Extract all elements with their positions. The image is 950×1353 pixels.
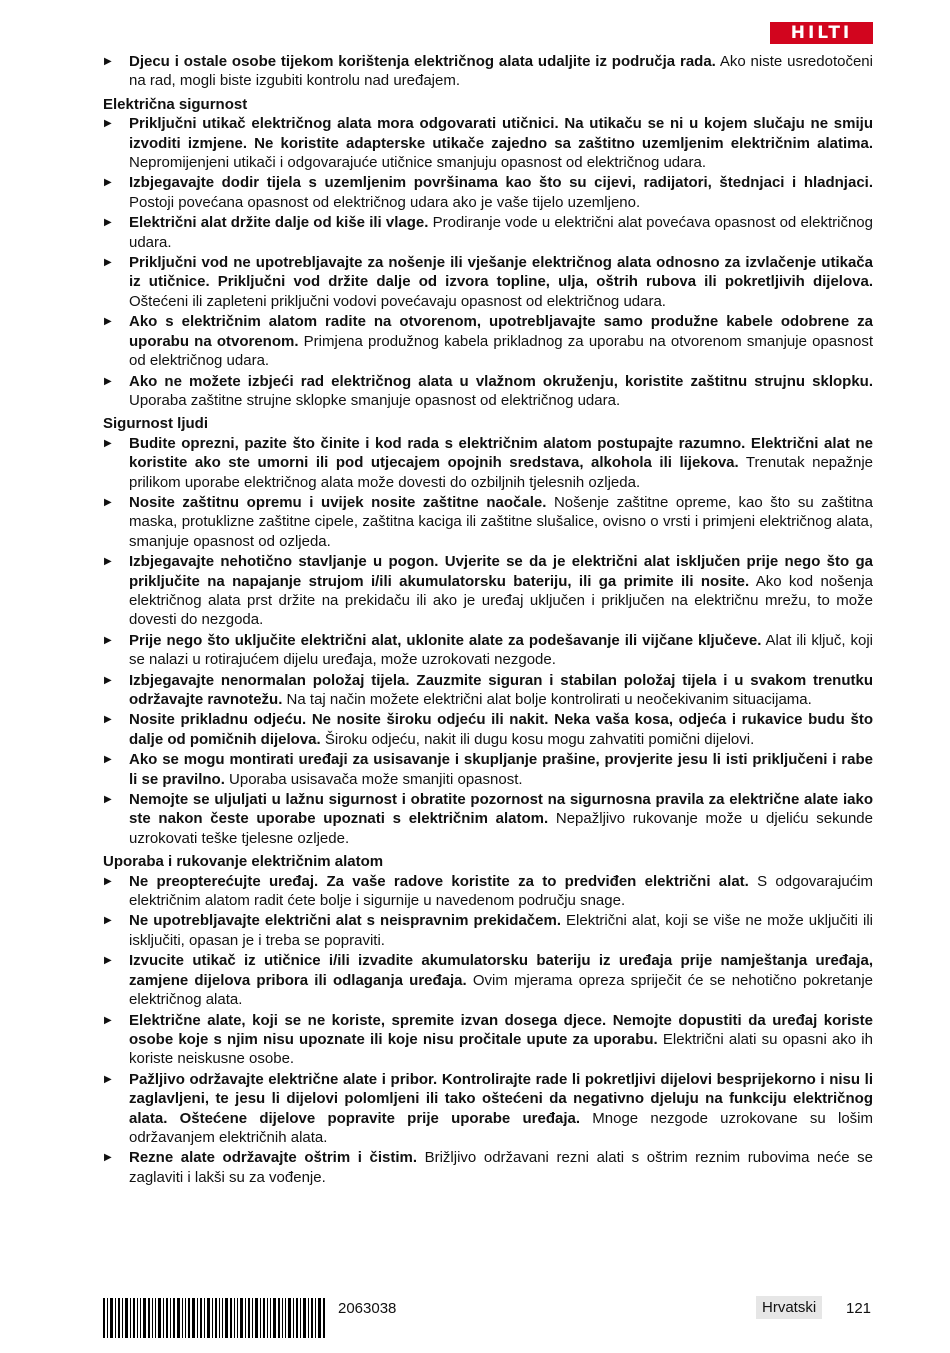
item-bold-text: Priključni vod ne upotrebljavajte za nošenje ili vješanje električnog alata odnosno za izvlačenje utikača iz utičnice. Priključni vod držite dalje od izvora topline, ulja, oštrih rubova ili pokretljivih dijelova.: [129, 254, 873, 291]
language-label: Hrvatski: [756, 1296, 822, 1319]
document-code: 2063038: [338, 1300, 397, 1317]
item-text: Oštećeni ili zapleteni priključni vodovi povećavaju opasnost od električnog udara.: [129, 292, 666, 310]
list-item: [103, 213, 873, 252]
section-heading: Uporaba i rukovanje električnim alatom: [103, 853, 384, 871]
item-bold-text: Ako se mogu montirati uređaji za usisavanje i skupljanje prašine, provjerite jesu li isti priključeni i rabe li se pravilno.: [129, 751, 873, 788]
bullet-triangle-icon: ▶: [104, 118, 112, 130]
list-item: [103, 312, 873, 370]
hilti-logo: HILTI: [770, 22, 873, 44]
item-text: Ako niste usredotočeni na rad, mogli biste izgubiti kontrolu nad uređajem.: [129, 53, 873, 90]
list-item: [103, 631, 873, 670]
item-bold-text: Električne alate, koji se ne koriste, spremite izvan dosega djece. Nemojte dopustiti da uređaj koriste osobe koje s njim nisu upoznate ili koje nisu pročitale upute za uporabu.: [129, 1011, 873, 1048]
item-text: S odgovarajućim električnim alatom radit ćete bolje i sigurnije u navedenom području snage.: [129, 872, 873, 910]
list-item: [103, 493, 873, 551]
bullet-triangle-icon: ▶: [104, 1073, 112, 1085]
item-bold-text: Ne preopterećujte uređaj. Za vaše radove koristite za to predviđen električni alat.: [129, 872, 749, 890]
item-bold-text: Djecu i ostale osobe tijekom korištenja električnog alata udaljite iz područja rada.: [129, 53, 716, 70]
section-personal-safety: [103, 414, 873, 848]
item-bold-text: Nosite prikladnu odjeću. Ne nosite široku odjeću ili nakit. Neka vaša kosa, odjeća i rukavice budu što dalje od pomičnih dijelova.: [129, 711, 873, 748]
item-bold-text: Izbjegavajte dodir tijela s uzemljenim površinama kao što su cijevi, radijatori, štednjaci i hladnjaci.: [129, 174, 873, 192]
list-item: [103, 911, 873, 950]
item-text: Postoji povećana opasnost od električnog udara ako je vaše tijelo uzemljeno.: [129, 193, 641, 211]
list-item: [103, 1148, 873, 1187]
item-text: Trenutak nepažnje prilikom uporabe električnog alata može dovesti do ozbiljnih tjelesnih ozljeda.: [129, 454, 873, 491]
bullet-triangle-icon: ▶: [104, 794, 112, 806]
item-text: Uporaba usisavača može smanjiti opasnost.: [224, 770, 523, 788]
list-item: [103, 951, 873, 1009]
item-bold-text: Budite oprezni, pazite što činite i kod rada s električnim alatom postupajte razumno. Električni alat ne koristite ako ste umorni ili pod utjecajem opojnih sredstava, alkohola ili lijekova.: [129, 434, 873, 472]
page-content: [103, 52, 873, 1188]
list-item: [103, 372, 873, 411]
intro-list: [103, 52, 873, 91]
item-bold-text: Pažljivo održavajte električne alate i pribor. Kontrolirajte rade li pokretljivi dijelovi besprijekorno i nisu li zaglavljeni, te jesu li dijelovi polomljeni ili tako oštećeni da negativno djeluju na funkciju električnog alata. Oštećene dijelove popravite prije uporabe uređaja.: [129, 1070, 873, 1127]
bullet-triangle-icon: ▶: [104, 875, 112, 887]
item-bold-text: Izvucite utikač iz utičnice i/ili izvadite akumulatorsku bateriju iz uređaja prije namještanja uređaja, zamjene dijelova pribora ili odlaganja uređaja.: [129, 952, 873, 989]
list-item: [103, 1011, 873, 1069]
item-text: Primjena produžnog kabela prikladnog za uporabu na otvorenom smanjuje opasnost od električnog udara.: [129, 332, 873, 370]
item-bold-text: Nosite zaštitnu opremu i uvijek nosite zaštitne naočale.: [129, 493, 547, 511]
list-item: [103, 872, 873, 911]
item-text: Nepromijenjeni utikači i odgovarajuće utičnice smanjuju opasnost od električnog udara.: [129, 154, 706, 172]
bullet-triangle-icon: ▶: [104, 556, 112, 568]
list-item: [103, 1070, 873, 1148]
bullet-triangle-icon: ▶: [104, 1014, 112, 1026]
bullet-triangle-icon: ▶: [104, 496, 112, 508]
item-text: Električni alati su opasni ako ih koriste neiskusne osobe.: [129, 1030, 873, 1068]
bullet-triangle-icon: ▶: [104, 1152, 112, 1164]
list-item: [103, 790, 873, 848]
item-text: Uporaba zaštitne strujne sklopke smanjuje opasnost od električnog udara.: [129, 391, 621, 409]
item-text: Prodiranje vode u električni alat povećava opasnost od električnog udara.: [129, 214, 873, 251]
bullet-triangle-icon: ▶: [104, 217, 112, 229]
item-bold-text: Prije nego što uključite električni alat, uklonite alate za podešavanje ili vijčane ključeve.: [129, 631, 762, 649]
bullet-triangle-icon: ▶: [104, 915, 112, 927]
bullet-triangle-icon: ▶: [104, 56, 112, 67]
item-bold-text: Rezne alate održavajte oštrim i čistim.: [129, 1149, 418, 1167]
bullet-triangle-icon: ▶: [104, 714, 112, 726]
item-text: Električni alat, koji se više ne može uključiti ili isključiti, opasan je i treba se popraviti.: [129, 912, 874, 949]
bullet-triangle-icon: ▶: [104, 437, 112, 449]
list-item: [103, 750, 873, 789]
item-text: Na taj način možete električni alat bolje kontrolirati u neočekivanim situacijama.: [282, 691, 812, 708]
item-bold-text: Ako ne možete izbjeći rad električnog alata u vlažnom okruženju, koristite zaštitnu strujnu sklopku.: [129, 372, 873, 390]
bullet-triangle-icon: ▶: [104, 754, 112, 766]
item-text: Mnoge nezgode uzrokovane su lošim održavanjem električnih alata.: [129, 1109, 873, 1146]
item-text: Ovim mjerama opreza spriječit će se nehotično pokretanje električnog alata.: [129, 971, 873, 1009]
bullet-triangle-icon: ▶: [104, 634, 112, 646]
item-text: Nepažljivo rukovanje može u djeliću sekunde uzrokovati teške tjelesne ozljede.: [129, 810, 873, 847]
page-number: 121: [846, 1300, 872, 1317]
bullet-triangle-icon: ▶: [104, 674, 112, 686]
section-heading: Električna sigurnost: [103, 95, 248, 113]
section-tool-use: [103, 852, 873, 1187]
item-bold-text: Priključni utikač električnog alata mora odgovarati utičnici. Na utikaču se ni u kojem slučaju ne smiju izvoditi izmjene. Ne koristite adapterske utikače zajedno sa zaštitno uzemljenim električnim alatima.: [129, 115, 873, 152]
list-item: [103, 114, 873, 172]
bullet-triangle-icon: ▶: [104, 316, 112, 328]
barcode-image: [103, 1298, 325, 1338]
section-heading: Sigurnost ljudi: [103, 415, 208, 433]
item-text: Brižljivo održavani rezni alati s oštrim reznim rubovima neće se zaglaviti i lakši su za vođenje.: [129, 1149, 873, 1186]
bullet-triangle-icon: ▶: [104, 177, 112, 189]
item-bold-text: Ne upotrebljavajte električni alat s neispravnim prekidačem.: [129, 912, 561, 930]
item-bold-text: Izbjegavajte nehotično stavljanje u pogon. Uvjerite se da je električni alat isključen prije nego što ga priključite na napajanje strujom i/ili akumulatorsku bateriju, ili ga primite ili nosite.: [129, 553, 873, 590]
list-item: [103, 173, 873, 212]
item-bold-text: Nemojte se uljuljati u lažnu sigurnost i obratite pozornost na sigurnosna pravila za električne alate iako ste nakon česte uporabe upoznati s električnim alatom.: [129, 791, 873, 828]
item-bold-text: Električni alat držite dalje od kiše ili vlage.: [129, 214, 429, 232]
item-text: Alat ili ključ, koji se nalazi u rotirajućem dijelu uređaja, može uzrokovati nezgode.: [129, 631, 873, 669]
item-bold-text: Izbjegavajte nenormalan položaj tijela. Zauzmite siguran i stabilan položaj tijela i u svakom trenutku održavajte ravnotežu.: [129, 671, 873, 708]
bullet-triangle-icon: ▶: [104, 375, 112, 387]
list-item: [103, 671, 873, 710]
list-item: [103, 434, 873, 492]
list-item: [103, 552, 873, 630]
list-item: [103, 253, 873, 311]
list-item: [103, 52, 873, 91]
item-text: Ako kod nošenja električnog alata prst držite na prekidaču ili ako je uređaj uključen i priključen na električnu mrežu, to može dovesti do nezgoda.: [129, 572, 873, 629]
list-item: [103, 710, 873, 749]
item-text: Široku odjeću, nakit ili dugu kosu mogu zahvatiti pomični dijelovi.: [320, 730, 755, 748]
bullet-triangle-icon: ▶: [104, 257, 112, 269]
bullet-triangle-icon: ▶: [104, 955, 112, 967]
item-text: Nošenje zaštitne opreme, kao što su zaštitna maska, protuklizne zaštitne cipele, zaštitna kaciga ili zaštitne slušalice, ovisno o vrsti i primjeni električnog alata, smanjuje opasnost od ozljeda.: [129, 493, 873, 550]
section-electrical-safety: [103, 95, 873, 411]
item-bold-text: Ako s električnim alatom radite na otvorenom, upotrebljavajte samo produžne kabele odobrene za uporabu na otvorenom.: [129, 313, 873, 350]
